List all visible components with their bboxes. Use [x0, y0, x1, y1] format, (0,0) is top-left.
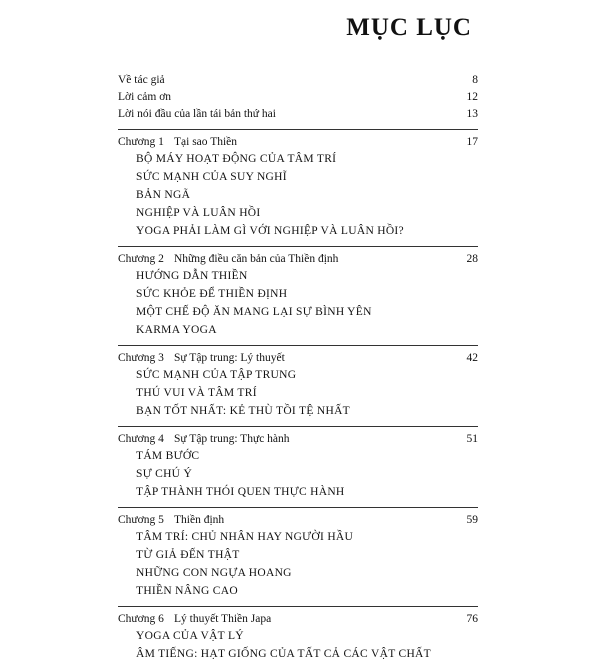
section-item[interactable]: NHỮNG CON NGỰA HOANG [136, 567, 292, 579]
section-item[interactable]: TÁM BƯỚC [136, 450, 200, 462]
section-item[interactable]: TỪ GIẢ ĐẾN THẬT [136, 549, 240, 561]
chapter-page: 42 [466, 352, 478, 364]
section-item[interactable]: MỘT CHẾ ĐỘ ĂN MANG LẠI SỰ BÌNH YÊN [136, 306, 372, 318]
section-item[interactable]: TẬP THÀNH THÓI QUEN THỰC HÀNH [136, 486, 345, 498]
chapter-heading[interactable] [118, 512, 478, 528]
table-of-contents [118, 72, 478, 663]
section-item[interactable]: ÂM TIẾNG: HẠT GIỐNG CỦA TẤT CẢ CÁC VẬT CHẤT [136, 648, 431, 660]
section-item[interactable]: SỰ CHÚ Ý [136, 468, 193, 480]
section-item[interactable]: BẢN NGÃ [136, 189, 191, 201]
section-item[interactable]: BỘ MÁY HOẠT ĐỘNG CỦA TÂM TRÍ [136, 153, 337, 165]
chapter-5 [118, 508, 478, 600]
toc-entry[interactable] [118, 106, 478, 123]
chapter-page: 17 [466, 136, 478, 148]
chapter-heading[interactable] [118, 251, 478, 267]
chapter-number: Chương 4 [118, 433, 164, 445]
section-item[interactable]: HƯỚNG DẪN THIỀN [136, 270, 248, 282]
section-item[interactable]: SỨC MẠNH CỦA SUY NGHĨ [136, 171, 287, 183]
section-item[interactable]: TÂM TRÍ: CHỦ NHÂN HAY NGƯỜI HẦU [136, 531, 354, 543]
entry-label: Lời cảm ơn [118, 91, 172, 103]
chapter-title: Sự Tập trung: Lý thuyết [174, 352, 285, 364]
section-item[interactable]: THÚ VUI VÀ TÂM TRÍ [136, 387, 257, 399]
chapter-6 [118, 607, 478, 663]
section-item[interactable]: KARMA YOGA [136, 324, 217, 336]
entry-page: 12 [466, 91, 478, 103]
entry-label: Lời nói đầu của lần tái bản thứ hai [118, 108, 276, 120]
chapter-number: Chương 5 [118, 514, 164, 526]
chapter-4 [118, 427, 478, 501]
chapter-page: 28 [466, 253, 478, 265]
chapter-title: Sự Tập trung: Thực hành [174, 433, 290, 445]
section-item[interactable]: NGHIỆP VÀ LUÂN HỒI [136, 207, 261, 219]
chapter-title: Những điều căn bản của Thiền định [174, 253, 339, 265]
section-item[interactable]: SỨC MẠNH CỦA TẬP TRUNG [136, 369, 297, 381]
chapter-heading[interactable] [118, 611, 478, 627]
section-item[interactable]: YOGA PHẢI LÀM GÌ VỚI NGHIỆP VÀ LUÂN HỒI? [136, 225, 404, 237]
chapter-title: Thiền định [174, 514, 225, 526]
toc-entry[interactable] [118, 89, 478, 106]
chapter-number: Chương 1 [118, 136, 164, 148]
entry-label: Về tác giả [118, 74, 165, 86]
chapter-3 [118, 346, 478, 420]
chapter-heading[interactable] [118, 431, 478, 447]
section-item[interactable]: THIỀN NÂNG CAO [136, 585, 238, 597]
section-item[interactable]: SỨC KHỎE ĐỂ THIỀN ĐỊNH [136, 288, 288, 300]
chapter-number: Chương 2 [118, 253, 164, 265]
toc-entry[interactable] [118, 72, 478, 89]
section-item[interactable]: YOGA CỦA VẬT LÝ [136, 630, 244, 642]
chapter-page: 59 [466, 514, 478, 526]
chapter-heading[interactable] [118, 350, 478, 366]
entry-page: 13 [466, 108, 478, 120]
chapter-1 [118, 130, 478, 240]
chapter-number: Chương 3 [118, 352, 164, 364]
entry-page: 8 [472, 74, 478, 86]
chapter-page: 76 [466, 613, 478, 625]
page-title: MỤC LỤC [346, 14, 472, 41]
chapter-2 [118, 247, 478, 339]
front-matter [118, 72, 478, 123]
chapter-title: Lý thuyết Thiền Japa [174, 613, 272, 625]
chapter-page: 51 [466, 433, 478, 445]
chapter-number: Chương 6 [118, 613, 164, 625]
chapter-heading[interactable] [118, 134, 478, 150]
chapter-title: Tại sao Thiền [174, 136, 238, 148]
section-item[interactable]: BẠN TỐT NHẤT: KẺ THÙ TỒI TỆ NHẤT [136, 405, 350, 417]
